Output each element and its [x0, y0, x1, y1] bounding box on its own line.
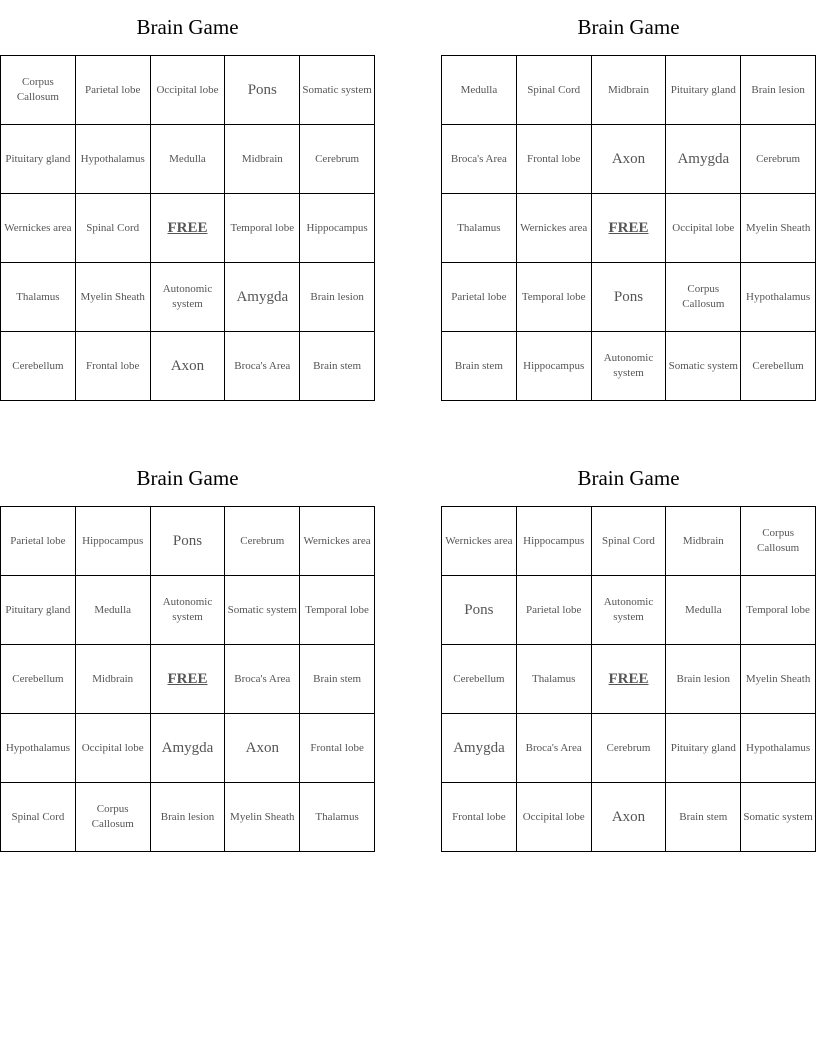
grid-cell: Autonomic system [591, 332, 666, 401]
bingo-grid [0, 506, 375, 852]
grid-cell: Cerebrum [591, 714, 666, 783]
free-space: FREE [591, 194, 666, 263]
grid-row [1, 714, 375, 783]
grid-row [442, 645, 816, 714]
grid-cell: Brain stem [300, 332, 375, 401]
grid-cell: Brain stem [300, 645, 375, 714]
grid-cell: Occipital lobe [666, 194, 741, 263]
grid-row [442, 125, 816, 194]
grid-cell: Pons [225, 56, 300, 125]
grid-cell: Pons [150, 507, 225, 576]
grid-cell: Amygda [150, 714, 225, 783]
grid-cell: Autonomic system [150, 576, 225, 645]
grid-cell: Frontal lobe [75, 332, 150, 401]
grid-row [442, 507, 816, 576]
grid-cell: Myelin Sheath [741, 645, 816, 714]
bingo-grid [441, 506, 816, 852]
grid-cell: Cerebrum [741, 125, 816, 194]
grid-cell: Cerebrum [300, 125, 375, 194]
grid-cell: Somatic system [300, 56, 375, 125]
grid-cell: Amygda [666, 125, 741, 194]
grid-cell: Frontal lobe [300, 714, 375, 783]
bingo-card-3 [0, 451, 375, 852]
grid-cell: Temporal lobe [741, 576, 816, 645]
grid-cell: Hippocampus [516, 332, 591, 401]
grid-cell: Brain lesion [666, 645, 741, 714]
grid-cell: Pituitary gland [1, 125, 76, 194]
grid-cell: Pituitary gland [1, 576, 76, 645]
grid-cell: Pons [442, 576, 517, 645]
grid-cell: Broca's Area [442, 125, 517, 194]
grid-row [442, 714, 816, 783]
bingo-grid [441, 55, 816, 401]
grid-cell: Cerebellum [1, 645, 76, 714]
grid-row [1, 645, 375, 714]
grid-cell: Thalamus [442, 194, 517, 263]
card-title: Brain Game [136, 466, 239, 490]
grid-cell: Midbrain [591, 56, 666, 125]
grid-cell: Axon [150, 332, 225, 401]
grid-cell: Occipital lobe [150, 56, 225, 125]
bingo-card-2 [441, 0, 816, 401]
grid-cell: Hippocampus [300, 194, 375, 263]
grid-cell: Spinal Cord [516, 56, 591, 125]
card-title: Brain Game [577, 15, 680, 39]
grid-row [442, 783, 816, 852]
grid-cell: Hippocampus [516, 507, 591, 576]
grid-row [442, 332, 816, 401]
grid-cell: Corpus Callosum [741, 507, 816, 576]
grid-cell: Wernickes area [516, 194, 591, 263]
grid-cell: Cerebrum [225, 507, 300, 576]
grid-cell: Corpus Callosum [1, 56, 76, 125]
grid-cell: Cerebellum [442, 645, 517, 714]
grid-cell: Brain stem [442, 332, 517, 401]
grid-cell: Brain stem [666, 783, 741, 852]
grid-cell: Spinal Cord [591, 507, 666, 576]
grid-cell: Brain lesion [300, 263, 375, 332]
grid-cell: Cerebellum [741, 332, 816, 401]
grid-cell: Wernickes area [442, 507, 517, 576]
grid-cell: Parietal lobe [1, 507, 76, 576]
free-space: FREE [591, 645, 666, 714]
grid-cell: Myelin Sheath [75, 263, 150, 332]
grid-cell: Amygda [442, 714, 517, 783]
grid-row [442, 56, 816, 125]
bingo-grid [0, 55, 375, 401]
grid-cell: Frontal lobe [516, 125, 591, 194]
grid-cell: Pons [591, 263, 666, 332]
free-space: FREE [150, 645, 225, 714]
grid-row [442, 576, 816, 645]
grid-cell: Broca's Area [225, 645, 300, 714]
grid-cell: Hypothalamus [741, 263, 816, 332]
grid-row [1, 263, 375, 332]
grid-row [1, 507, 375, 576]
grid-cell: Midbrain [75, 645, 150, 714]
grid-cell: Occipital lobe [516, 783, 591, 852]
grid-cell: Spinal Cord [75, 194, 150, 263]
grid-cell: Hypothalamus [1, 714, 76, 783]
grid-cell: Hypothalamus [741, 714, 816, 783]
grid-cell: Wernickes area [1, 194, 76, 263]
grid-cell: Autonomic system [591, 576, 666, 645]
grid-cell: Somatic system [225, 576, 300, 645]
grid-row [1, 783, 375, 852]
grid-row [1, 332, 375, 401]
grid-cell: Broca's Area [225, 332, 300, 401]
grid-cell: Brain lesion [741, 56, 816, 125]
grid-cell: Pituitary gland [666, 56, 741, 125]
bingo-card-4 [441, 451, 816, 852]
grid-cell: Cerebellum [1, 332, 76, 401]
grid-cell: Myelin Sheath [225, 783, 300, 852]
grid-cell: Corpus Callosum [75, 783, 150, 852]
grid-cell: Thalamus [1, 263, 76, 332]
grid-row [1, 125, 375, 194]
grid-cell: Autonomic system [150, 263, 225, 332]
grid-cell: Spinal Cord [1, 783, 76, 852]
grid-cell: Axon [591, 783, 666, 852]
grid-cell: Parietal lobe [75, 56, 150, 125]
grid-row [1, 576, 375, 645]
grid-row [442, 263, 816, 332]
grid-cell: Temporal lobe [516, 263, 591, 332]
card-title: Brain Game [136, 15, 239, 39]
grid-cell: Medulla [442, 56, 517, 125]
grid-row [1, 56, 375, 125]
grid-cell: Midbrain [666, 507, 741, 576]
card-title: Brain Game [577, 466, 680, 490]
grid-cell: Myelin Sheath [741, 194, 816, 263]
grid-cell: Frontal lobe [442, 783, 517, 852]
grid-cell: Parietal lobe [442, 263, 517, 332]
grid-cell: Occipital lobe [75, 714, 150, 783]
grid-cell: Amygda [225, 263, 300, 332]
grid-cell: Axon [591, 125, 666, 194]
grid-row [1, 194, 375, 263]
grid-cell: Hypothalamus [75, 125, 150, 194]
grid-cell: Medulla [666, 576, 741, 645]
grid-cell: Pituitary gland [666, 714, 741, 783]
grid-cell: Midbrain [225, 125, 300, 194]
grid-cell: Somatic system [741, 783, 816, 852]
grid-cell: Brain lesion [150, 783, 225, 852]
grid-cell: Axon [225, 714, 300, 783]
grid-cell: Wernickes area [300, 507, 375, 576]
grid-cell: Temporal lobe [225, 194, 300, 263]
grid-cell: Medulla [75, 576, 150, 645]
grid-cell: Medulla [150, 125, 225, 194]
grid-cell: Thalamus [516, 645, 591, 714]
bingo-card-1 [0, 0, 375, 401]
grid-cell: Broca's Area [516, 714, 591, 783]
grid-cell: Parietal lobe [516, 576, 591, 645]
free-space: FREE [150, 194, 225, 263]
grid-cell: Temporal lobe [300, 576, 375, 645]
grid-cell: Hippocampus [75, 507, 150, 576]
grid-cell: Thalamus [300, 783, 375, 852]
grid-cell: Corpus Callosum [666, 263, 741, 332]
grid-row [442, 194, 816, 263]
grid-cell: Somatic system [666, 332, 741, 401]
